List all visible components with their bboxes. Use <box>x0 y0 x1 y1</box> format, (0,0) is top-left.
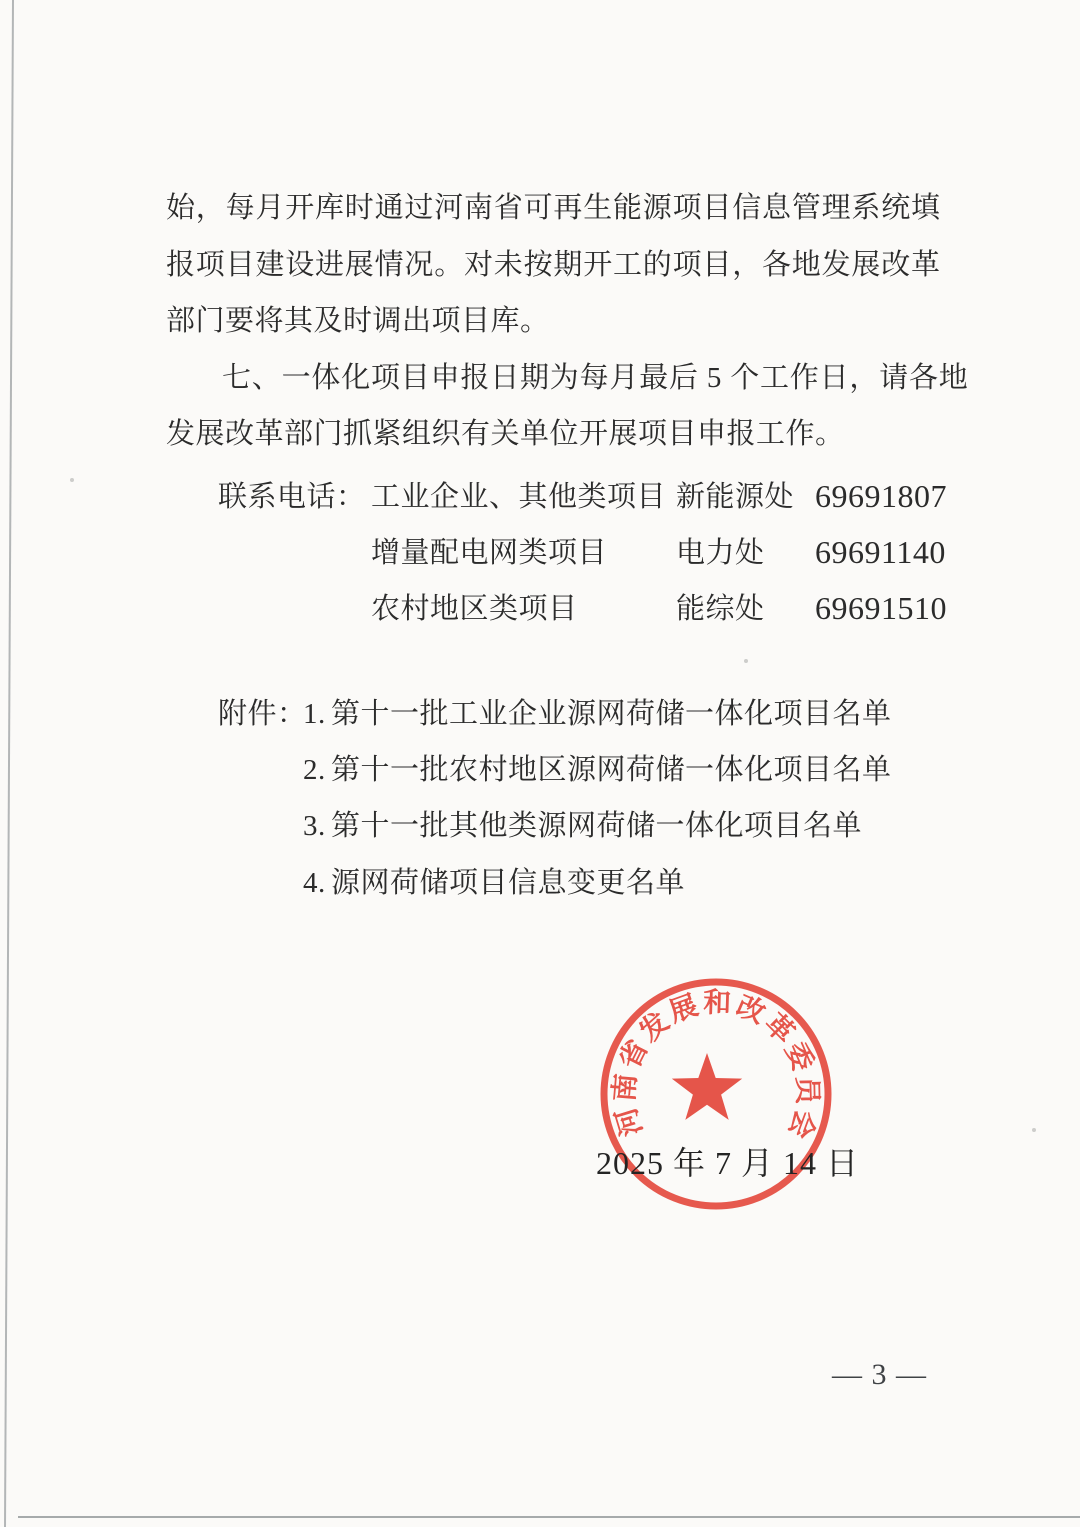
contact-phone: 69691140 <box>815 534 946 570</box>
body-line: 报项目建设进展情况。对未按期开工的项目，各地发展改革 <box>166 249 941 281</box>
attachment-title: 源网荷储项目信息变更名单 <box>331 867 686 899</box>
issue-date: 2025 年 7 月 14 日 <box>596 1145 860 1181</box>
scan-speckle <box>744 659 748 663</box>
body-line: 始，每月开库时通过河南省可再生能源项目信息管理系统填 <box>166 192 941 224</box>
scan-speckle <box>70 478 74 482</box>
contact-phone: 69691807 <box>815 478 947 514</box>
contact-department: 新能源处 <box>676 481 795 513</box>
attachment-title: 第十一批工业企业源网荷储一体化项目名单 <box>331 698 892 730</box>
attachments-label: 附件： <box>218 698 307 730</box>
body-line: 部门要将其及时调出项目库。 <box>166 305 550 337</box>
attachment-title: 第十一批农村地区源网荷储一体化项目名单 <box>331 754 892 786</box>
seal-text: 河南省发展和改革委员会 <box>609 987 823 1146</box>
attachment-title: 第十一批其他类源网荷储一体化项目名单 <box>331 810 863 842</box>
body-line: 七、一体化项目申报日期为每月最后 5 个工作日，请各地 <box>222 362 969 394</box>
contact-label: 联系电话： <box>218 481 366 513</box>
page-number: — 3 — <box>832 1358 927 1391</box>
contact-category: 增量配电网类项目 <box>371 537 608 569</box>
scan-speckle <box>1032 1128 1036 1132</box>
attachment-number: 4. <box>303 867 326 899</box>
contact-category: 农村地区类项目 <box>371 593 578 625</box>
attachment-number: 3. <box>303 810 326 842</box>
seal-star-icon <box>672 1053 742 1120</box>
scan-edge-bottom <box>18 1516 1080 1518</box>
official-seal-stamp <box>586 964 846 1224</box>
attachment-number: 1. <box>303 698 326 730</box>
contact-phone: 69691510 <box>815 590 947 626</box>
contact-department: 电力处 <box>676 537 765 569</box>
body-line: 发展改革部门抓紧组织有关单位开展项目申报工作。 <box>166 418 845 450</box>
scan-edge-left <box>4 0 14 1527</box>
attachment-number: 2. <box>303 754 326 786</box>
contact-category: 工业企业、其他类项目 <box>371 481 667 513</box>
contact-department: 能综处 <box>676 593 765 625</box>
